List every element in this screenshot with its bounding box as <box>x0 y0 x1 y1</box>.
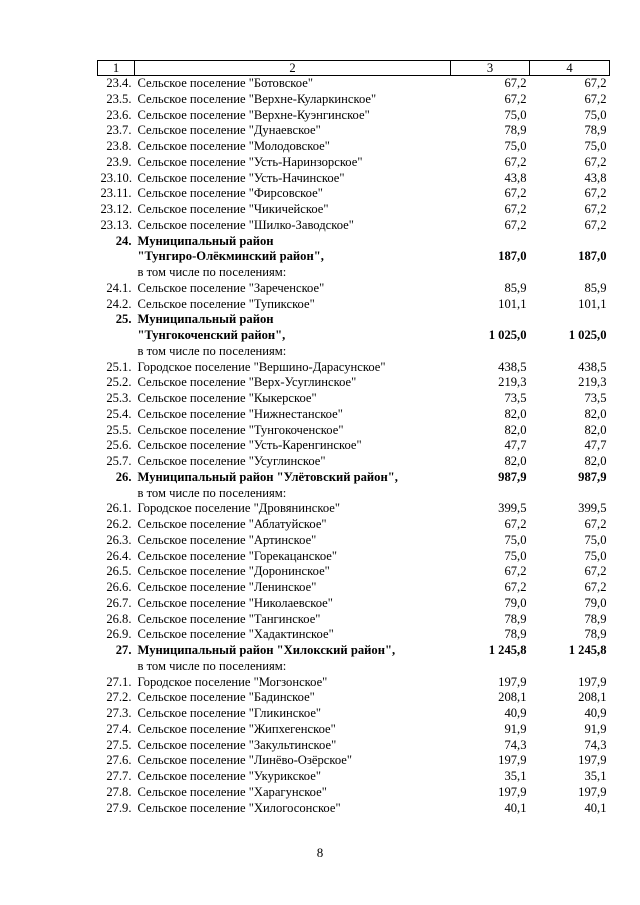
row-value-col3: 43,8 <box>504 170 527 185</box>
row-name: Сельское поселение "Верхне-Куэнгинское" <box>137 107 370 122</box>
row-value-col4: 35,1 <box>584 769 607 783</box>
table-row <box>98 706 610 722</box>
row-number: 27. <box>115 643 132 657</box>
row-value-col4: 1 245,8 <box>568 643 607 657</box>
row-name: Сельское поселение "Усть-Каренгинское" <box>137 438 362 453</box>
row-value-col3: 74,3 <box>504 737 527 752</box>
row-value-col3: 78,9 <box>504 611 527 626</box>
table-row <box>98 564 610 580</box>
row-value-col3: 82,0 <box>504 454 527 468</box>
table-row <box>98 76 610 92</box>
row-value-col3 <box>451 234 530 250</box>
row-name: Городское поселение "Могзонское" <box>137 674 328 689</box>
row-number: 26.5. <box>106 564 132 579</box>
row-number: 26.2. <box>106 517 132 531</box>
table-row <box>98 281 610 297</box>
row-name: Сельское поселение "Тунгокоченское" <box>137 422 344 437</box>
row-name: в том числе по поселениям: <box>137 485 287 500</box>
row-value-col4: 40,1 <box>584 800 607 815</box>
row-name: Сельское поселение "Доронинское" <box>137 564 330 579</box>
table-row <box>98 580 610 596</box>
row-number: 23.9. <box>106 154 132 169</box>
row-name: Сельское поселение "Дунаевское" <box>137 123 321 138</box>
row-value-col4: 219,3 <box>578 375 607 390</box>
row-name: Сельское поселение "Усть-Начинское" <box>137 170 345 185</box>
row-name: Сельское поселение "Харагунское" <box>137 784 327 799</box>
row-number: 23.12. <box>100 202 132 216</box>
row-name: Сельское поселение "Кыкерское" <box>137 391 317 405</box>
row-name: Сельское поселение "Тангинское" <box>137 611 321 626</box>
row-value-col4 <box>530 486 610 502</box>
row-value-col3: 987,9 <box>498 469 527 484</box>
row-value-col4: 187,0 <box>578 249 607 264</box>
row-name: Сельское поселение "Чикичейское" <box>137 202 329 216</box>
row-value-col3: 197,9 <box>498 784 527 799</box>
row-number: 27.4. <box>106 721 132 736</box>
row-number: 23.13. <box>100 217 132 232</box>
row-value-col3 <box>451 344 530 360</box>
table-row <box>98 186 610 202</box>
table-row <box>98 659 610 675</box>
page-number: 8 <box>316 845 324 860</box>
row-value-col3: 197,9 <box>498 753 527 768</box>
row-number: 26.3. <box>106 532 132 547</box>
table-row <box>98 328 610 344</box>
row-value-col3: 73,5 <box>504 391 527 405</box>
row-value-col4 <box>530 344 610 360</box>
row-value-col4: 67,2 <box>584 564 607 579</box>
row-number: 25.7. <box>106 454 132 468</box>
row-name: Сельское поселение "Усть-Наринзорское" <box>137 154 363 169</box>
table-row <box>98 501 610 517</box>
row-number: 26.7. <box>106 595 132 610</box>
row-number <box>98 659 135 675</box>
table-row <box>98 407 610 423</box>
row-value-col4: 91,9 <box>584 721 607 736</box>
table-row <box>98 549 610 565</box>
row-value-col4: 197,9 <box>578 753 607 768</box>
table-row <box>98 470 610 486</box>
row-name: Сельское поселение "Гликинское" <box>137 706 322 720</box>
row-value-col3 <box>451 265 530 281</box>
row-number: 24. <box>115 233 132 248</box>
table-header <box>98 61 610 76</box>
table-row <box>98 753 610 769</box>
row-value-col4: 197,9 <box>578 784 607 799</box>
row-value-col3 <box>451 486 530 502</box>
row-number: 26.8. <box>106 611 132 626</box>
row-name: "Тунгиро-Олёкминский район", <box>137 249 324 264</box>
row-name: в том числе по поселениям: <box>137 658 287 673</box>
table-row <box>98 218 610 234</box>
row-number: 25.5. <box>106 422 132 437</box>
row-value-col3: 1 245,8 <box>488 643 527 657</box>
table-row <box>98 375 610 391</box>
row-number: 23.4. <box>106 76 132 90</box>
row-name: Сельское поселение "Бадинское" <box>137 690 315 705</box>
row-name: Сельское поселение "Укурикское" <box>137 769 321 783</box>
row-number: 23.7. <box>106 123 132 138</box>
row-number: 27.7. <box>106 769 132 783</box>
row-value-col3: 91,9 <box>504 721 527 736</box>
row-value-col3: 67,2 <box>504 580 527 594</box>
table-row <box>98 123 610 139</box>
row-value-col4: 67,2 <box>584 202 607 216</box>
row-value-col3: 47,7 <box>504 438 527 453</box>
row-value-col4: 208,1 <box>578 690 607 705</box>
row-name: Городское поселение "Вершино-Дарасунское" <box>137 359 386 374</box>
row-name: Сельское поселение "Николаевское" <box>137 595 333 610</box>
table-row <box>98 155 610 171</box>
row-number: 24.1. <box>106 280 132 295</box>
row-value-col3: 75,0 <box>504 532 527 547</box>
row-name: Сельское поселение "Хадактинское" <box>137 627 334 642</box>
row-number: 27.2. <box>106 690 132 705</box>
row-name: Городское поселение "Дровянинское" <box>137 501 341 516</box>
row-value-col3: 75,0 <box>504 139 527 153</box>
row-value-col4: 1 025,0 <box>568 328 607 342</box>
row-name: в том числе по поселениям: <box>137 343 287 358</box>
row-value-col3: 78,9 <box>504 627 527 642</box>
table-row <box>98 801 610 817</box>
row-number: 23.5. <box>106 91 132 106</box>
row-number <box>98 249 135 265</box>
row-name: Сельское поселение "Молодовское" <box>137 139 330 153</box>
table-row <box>98 312 610 328</box>
row-number: 23.10. <box>100 170 132 185</box>
row-value-col3: 67,2 <box>504 217 527 232</box>
row-value-col3: 67,2 <box>504 517 527 531</box>
row-value-col4: 67,2 <box>584 76 607 90</box>
row-number: 27.1. <box>106 674 132 689</box>
row-value-col4: 67,2 <box>584 186 607 201</box>
row-number: 25.2. <box>106 375 132 390</box>
row-value-col4: 47,7 <box>584 438 607 453</box>
row-value-col3 <box>451 659 530 675</box>
row-value-col4 <box>530 659 610 675</box>
row-number <box>98 344 135 360</box>
row-value-col4: 438,5 <box>578 359 607 374</box>
row-name: Муниципальный район "Улётовский район", <box>137 469 398 484</box>
table-row <box>98 139 610 155</box>
row-name: Сельское поселение "Линёво-Озёрское" <box>137 753 353 768</box>
row-value-col3: 67,2 <box>504 564 527 579</box>
row-name: Сельское поселение "Верх-Усуглинское" <box>137 375 357 390</box>
row-value-col3: 78,9 <box>504 123 527 138</box>
row-value-col4: 67,2 <box>584 580 607 594</box>
table-row <box>98 92 610 108</box>
row-name: Сельское поселение "Фирсовское" <box>137 186 323 201</box>
table-row <box>98 265 610 281</box>
row-value-col3: 40,9 <box>504 706 527 720</box>
table-row <box>98 690 610 706</box>
row-value-col3: 75,0 <box>504 548 527 563</box>
row-number: 27.6. <box>106 753 132 768</box>
table-row <box>98 533 610 549</box>
row-value-col3: 67,2 <box>504 76 527 90</box>
row-name: Сельское поселение "Тупикское" <box>137 296 315 311</box>
row-value-col4: 75,0 <box>584 548 607 563</box>
row-value-col4: 67,2 <box>584 154 607 169</box>
row-name: Сельское поселение "Шилко-Заводское" <box>137 217 354 232</box>
row-value-col4: 78,9 <box>584 627 607 642</box>
header-col-4: 4 <box>530 61 610 76</box>
table-row <box>98 249 610 265</box>
row-value-col4: 78,9 <box>584 123 607 138</box>
row-value-col3: 67,2 <box>504 202 527 216</box>
row-value-col4: 75,0 <box>584 107 607 122</box>
row-value-col3: 399,5 <box>498 501 527 516</box>
row-number: 25.6. <box>106 438 132 453</box>
row-name: Сельское поселение "Ленинское" <box>137 580 317 594</box>
row-value-col4 <box>530 312 610 328</box>
row-value-col3: 40,1 <box>504 800 527 815</box>
row-name: Сельское поселение "Артинское" <box>137 532 317 547</box>
row-value-col4: 987,9 <box>578 469 607 484</box>
table-row <box>98 596 610 612</box>
row-number: 24.2. <box>106 296 132 311</box>
row-value-col3: 197,9 <box>498 674 527 689</box>
table-row <box>98 738 610 754</box>
row-value-col3: 85,9 <box>504 280 527 295</box>
row-number <box>98 265 135 281</box>
row-value-col4: 67,2 <box>584 91 607 106</box>
row-value-col3: 75,0 <box>504 107 527 122</box>
row-number: 26.6. <box>106 580 132 594</box>
row-number: 25. <box>115 312 132 327</box>
row-value-col4: 399,5 <box>578 501 607 516</box>
row-name: Сельское поселение "Закультинское" <box>137 737 337 752</box>
table-row <box>98 297 610 313</box>
row-number: 27.3. <box>106 706 132 720</box>
table-row <box>98 769 610 785</box>
row-name: Сельское поселение "Нижнестанское" <box>137 406 343 421</box>
row-value-col4: 85,9 <box>584 280 607 295</box>
row-value-col3: 1 025,0 <box>488 328 527 342</box>
row-name: "Тунгокоченский район", <box>137 328 286 342</box>
row-name: Муниципальный район "Хилокский район", <box>137 643 396 657</box>
row-value-col4 <box>530 234 610 250</box>
row-value-col4 <box>530 265 610 281</box>
row-value-col3: 35,1 <box>504 769 527 783</box>
row-value-col4: 82,0 <box>584 406 607 421</box>
row-value-col4: 43,8 <box>584 170 607 185</box>
row-value-col3: 79,0 <box>504 595 527 610</box>
header-col-1: 1 <box>98 61 135 76</box>
table-row <box>98 785 610 801</box>
row-name: Сельское поселение "Горекацанское" <box>137 548 338 563</box>
table-row <box>98 722 610 738</box>
row-value-col4: 73,5 <box>584 391 607 405</box>
header-col-2: 2 <box>135 61 451 76</box>
row-value-col3: 187,0 <box>498 249 527 264</box>
row-value-col3: 67,2 <box>504 154 527 169</box>
row-value-col4: 67,2 <box>584 217 607 232</box>
table-row <box>98 108 610 124</box>
table-row <box>98 202 610 218</box>
row-name: Муниципальный район <box>137 312 274 327</box>
row-name: Сельское поселение "Аблатуйское" <box>137 517 327 531</box>
table-row <box>98 643 610 659</box>
row-number: 26. <box>115 469 132 484</box>
table-row <box>98 675 610 691</box>
row-value-col3: 67,2 <box>504 91 527 106</box>
row-value-col4: 82,0 <box>584 454 607 468</box>
row-value-col4: 40,9 <box>584 706 607 720</box>
row-value-col4: 75,0 <box>584 139 607 153</box>
table-row <box>98 391 610 407</box>
row-number <box>98 486 135 502</box>
table-row <box>98 360 610 376</box>
row-name: Сельское поселение "Жипхегенское" <box>137 721 336 736</box>
table-row <box>98 423 610 439</box>
budget-allocation-table <box>97 60 610 816</box>
row-value-col3 <box>451 312 530 328</box>
header-row <box>98 61 610 76</box>
row-name: Муниципальный район <box>137 233 274 248</box>
row-number: 26.1. <box>106 501 132 516</box>
row-value-col4: 79,0 <box>584 595 607 610</box>
header-col-3: 3 <box>451 61 530 76</box>
row-number: 26.9. <box>106 627 132 642</box>
row-value-col3: 438,5 <box>498 359 527 374</box>
table-row <box>98 454 610 470</box>
row-number: 23.8. <box>106 139 132 153</box>
row-number: 27.9. <box>106 800 132 815</box>
table-row <box>98 486 610 502</box>
row-value-col4: 74,3 <box>584 737 607 752</box>
row-number: 25.3. <box>106 391 132 405</box>
row-number: 27.8. <box>106 784 132 799</box>
row-value-col4: 82,0 <box>584 422 607 437</box>
row-name: Сельское поселение "Верхне-Куларкинское" <box>137 91 377 106</box>
row-value-col3: 219,3 <box>498 375 527 390</box>
row-name: Сельское поселение "Хилогосонское" <box>137 800 341 815</box>
row-number: 23.11. <box>100 186 132 201</box>
row-value-col4: 75,0 <box>584 532 607 547</box>
table-row <box>98 612 610 628</box>
row-name: Сельское поселение "Ботовское" <box>137 76 313 90</box>
row-value-col3: 82,0 <box>504 422 527 437</box>
row-number: 25.4. <box>106 406 132 421</box>
row-value-col4: 101,1 <box>578 296 607 311</box>
row-value-col3: 82,0 <box>504 406 527 421</box>
row-value-col3: 208,1 <box>498 690 527 705</box>
row-value-col3: 67,2 <box>504 186 527 201</box>
row-number: 27.5. <box>106 737 132 752</box>
row-number: 25.1. <box>106 359 132 374</box>
table-row <box>98 517 610 533</box>
row-value-col4: 197,9 <box>578 674 607 689</box>
row-name: в том числе по поселениям: <box>137 265 287 279</box>
row-name: Сельское поселение "Зареченское" <box>137 280 325 295</box>
row-number: 26.4. <box>106 548 132 563</box>
table-row <box>98 344 610 360</box>
table-row <box>98 627 610 643</box>
table-row <box>98 438 610 454</box>
row-number: 23.6. <box>106 107 132 122</box>
row-name: Сельское поселение "Усуглинское" <box>137 454 326 468</box>
table-body <box>98 76 610 817</box>
table-row <box>98 171 610 187</box>
table-row <box>98 234 610 250</box>
row-value-col4: 67,2 <box>584 517 607 531</box>
row-value-col4: 78,9 <box>584 611 607 626</box>
row-value-col3: 101,1 <box>498 296 527 311</box>
row-number <box>98 328 135 344</box>
